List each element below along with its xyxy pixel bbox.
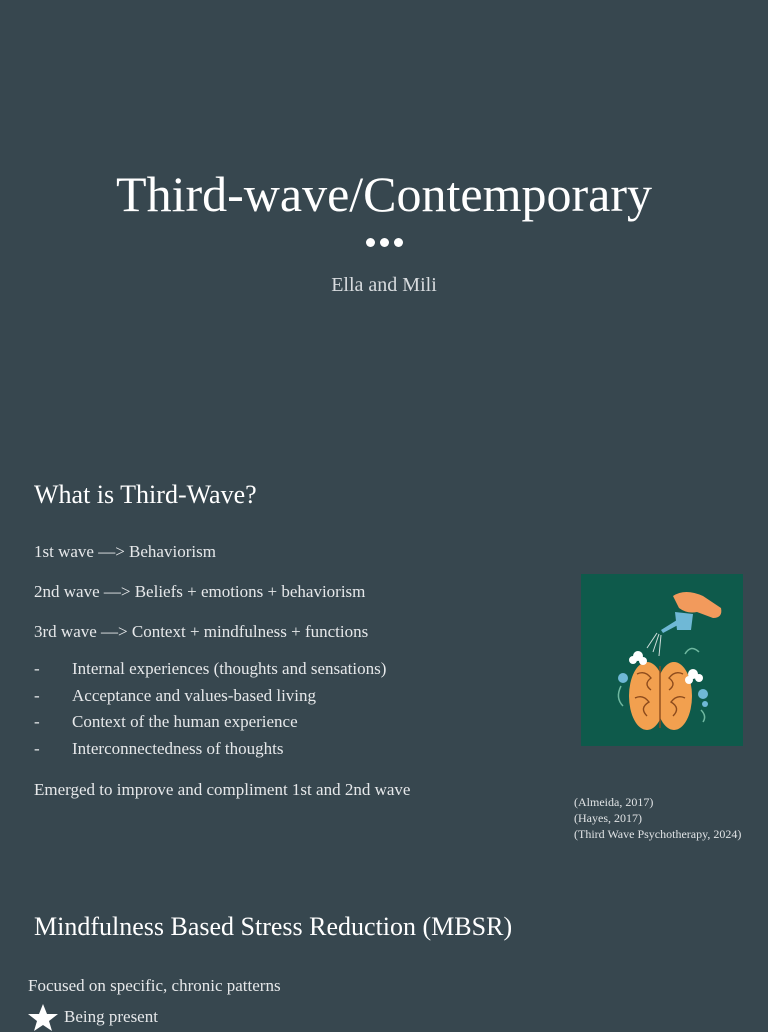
third-wave-slide	[0, 440, 768, 880]
citation: (Third Wave Psychotherapy, 2024)	[574, 827, 742, 841]
slide-heading: Mindfulness Based Stress Reduction (MBSR)	[34, 912, 513, 941]
bullet-list	[34, 659, 386, 765]
ellipsis-decoration	[0, 238, 768, 247]
citations	[574, 794, 741, 842]
list-item-label: Being present	[64, 1007, 158, 1026]
wave-line-2: 2nd wave —> Beliefs + emotions + behaviorism	[34, 582, 366, 601]
list-item: - Context of the human experience	[34, 712, 298, 731]
list-item: - Internal experiences (thoughts and sensations)	[34, 659, 387, 678]
citation: (Hayes, 2017)	[574, 811, 642, 825]
list-item: - Interconnectedness of thoughts	[34, 738, 284, 758]
dot-icon	[366, 238, 375, 247]
list-item: - Acceptance and values-based living	[34, 685, 317, 705]
list-item	[26, 1002, 158, 1032]
wave-line-3: 3rd wave —> Context + mindfulness + functions	[34, 622, 369, 641]
summary-line: Emerged to improve and compliment 1st and 2nd wave	[34, 780, 411, 799]
slide-subtitle: Ella and Mili	[331, 274, 437, 296]
brain-watering-icon	[581, 574, 743, 746]
wave-line-1: 1st wave —> Behaviorism	[34, 542, 216, 561]
slide-heading: What is Third-Wave?	[34, 480, 257, 509]
title-slide	[0, 0, 768, 440]
dot-icon	[380, 238, 389, 247]
star-icon	[26, 1002, 60, 1032]
citation: (Almeida, 2017)	[574, 795, 654, 809]
slide-title: Third-wave/Contemporary	[116, 166, 652, 222]
focus-line: Focused on specific, chronic patterns	[28, 976, 281, 995]
dot-icon	[394, 238, 403, 247]
mbsr-slide	[0, 880, 768, 1024]
brain-illustration	[581, 574, 743, 746]
